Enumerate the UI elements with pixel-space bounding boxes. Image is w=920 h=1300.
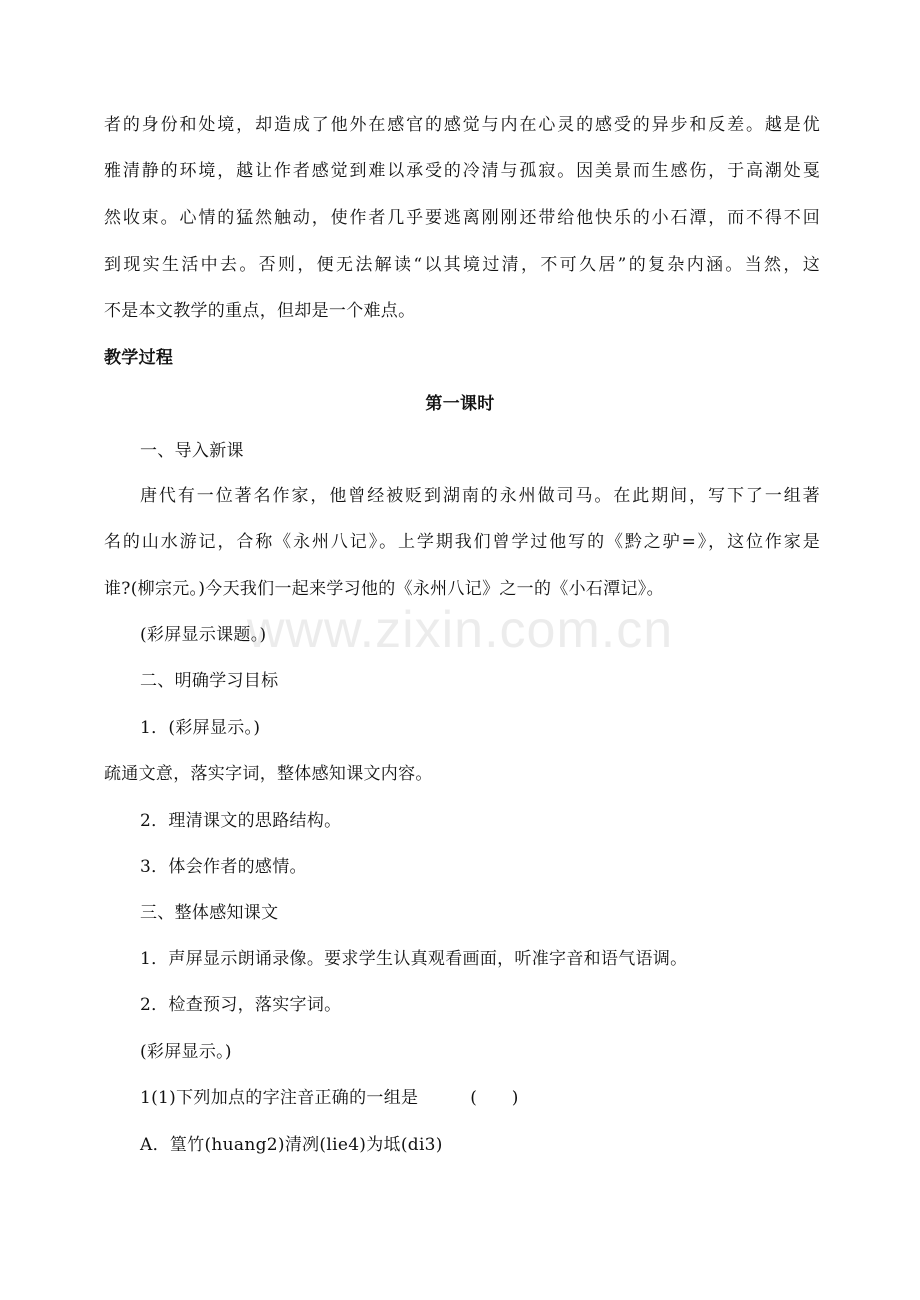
part2-item-2: 2．理清课文的思路结构。 (140, 811, 342, 831)
paragraph-line: 然收束。心情的猛然触动，使作者几乎要逃离刚刚还带给他快乐的小石潭，而不得不回 (104, 208, 820, 228)
part2-item-3: 3．体会作者的感情。 (140, 857, 307, 877)
part1-note: (彩屏显示课题。) (140, 625, 267, 645)
question: 1(1)下列加点的字注音正确的一组是 ( ) (140, 1088, 519, 1108)
part1-line: 谁?(柳宗元。)今天我们一起来学习他的《永州八记》之一的《小石潭记》。 (104, 579, 664, 599)
part1-heading: 一、导入新课 (140, 441, 244, 461)
part2-heading: 二、明确学习目标 (140, 671, 279, 691)
part3-item-2: 2．检查预习，落实字词。 (140, 995, 342, 1015)
part3-item-1: 1．声屏显示朗诵录像。要求学生认真观看画面，听准字音和语气语调。 (140, 949, 688, 969)
lesson-title: 第一课时 (425, 394, 495, 414)
part3-note: (彩屏显示。) (140, 1042, 232, 1062)
part2-item-1-text: 疏通文意，落实字词，整体感知课文内容。 (104, 764, 433, 784)
paragraph-line: 雅清静的环境，越让作者感觉到难以承受的冷清与孤寂。因美景而生感伤，于高潮处戛 (104, 161, 820, 181)
paragraph-line: 到现实生活中去。否则，便无法解读“以其境过清，不可久居”的复杂内涵。当然，这 (104, 255, 820, 275)
paragraph-line: 不是本文教学的重点，但却是一个难点。 (104, 301, 416, 321)
part1-line: 名的山水游记，合称《永州八记》。上学期我们曾学过他写的《黔之驴=》，这位作家是 (104, 532, 820, 552)
part1-line: 唐代有一位著名作家，他曾经被贬到湖南的永州做司马。在此期间，写下了一组著 (140, 486, 820, 506)
part3-heading: 三、整体感知课文 (140, 903, 279, 923)
paragraph-line: 者的身份和处境，却造成了他外在感官的感觉与内在心灵的感受的异步和反差。越是优 (104, 115, 820, 135)
part2-item-1: 1．(彩屏显示。) (140, 718, 261, 738)
watermark: www.zixin.com.cn (246, 601, 674, 659)
section-heading: 教学过程 (104, 348, 174, 368)
option-a: A．篁竹(huang2)清冽(lie4)为坻(di3) (140, 1135, 443, 1155)
